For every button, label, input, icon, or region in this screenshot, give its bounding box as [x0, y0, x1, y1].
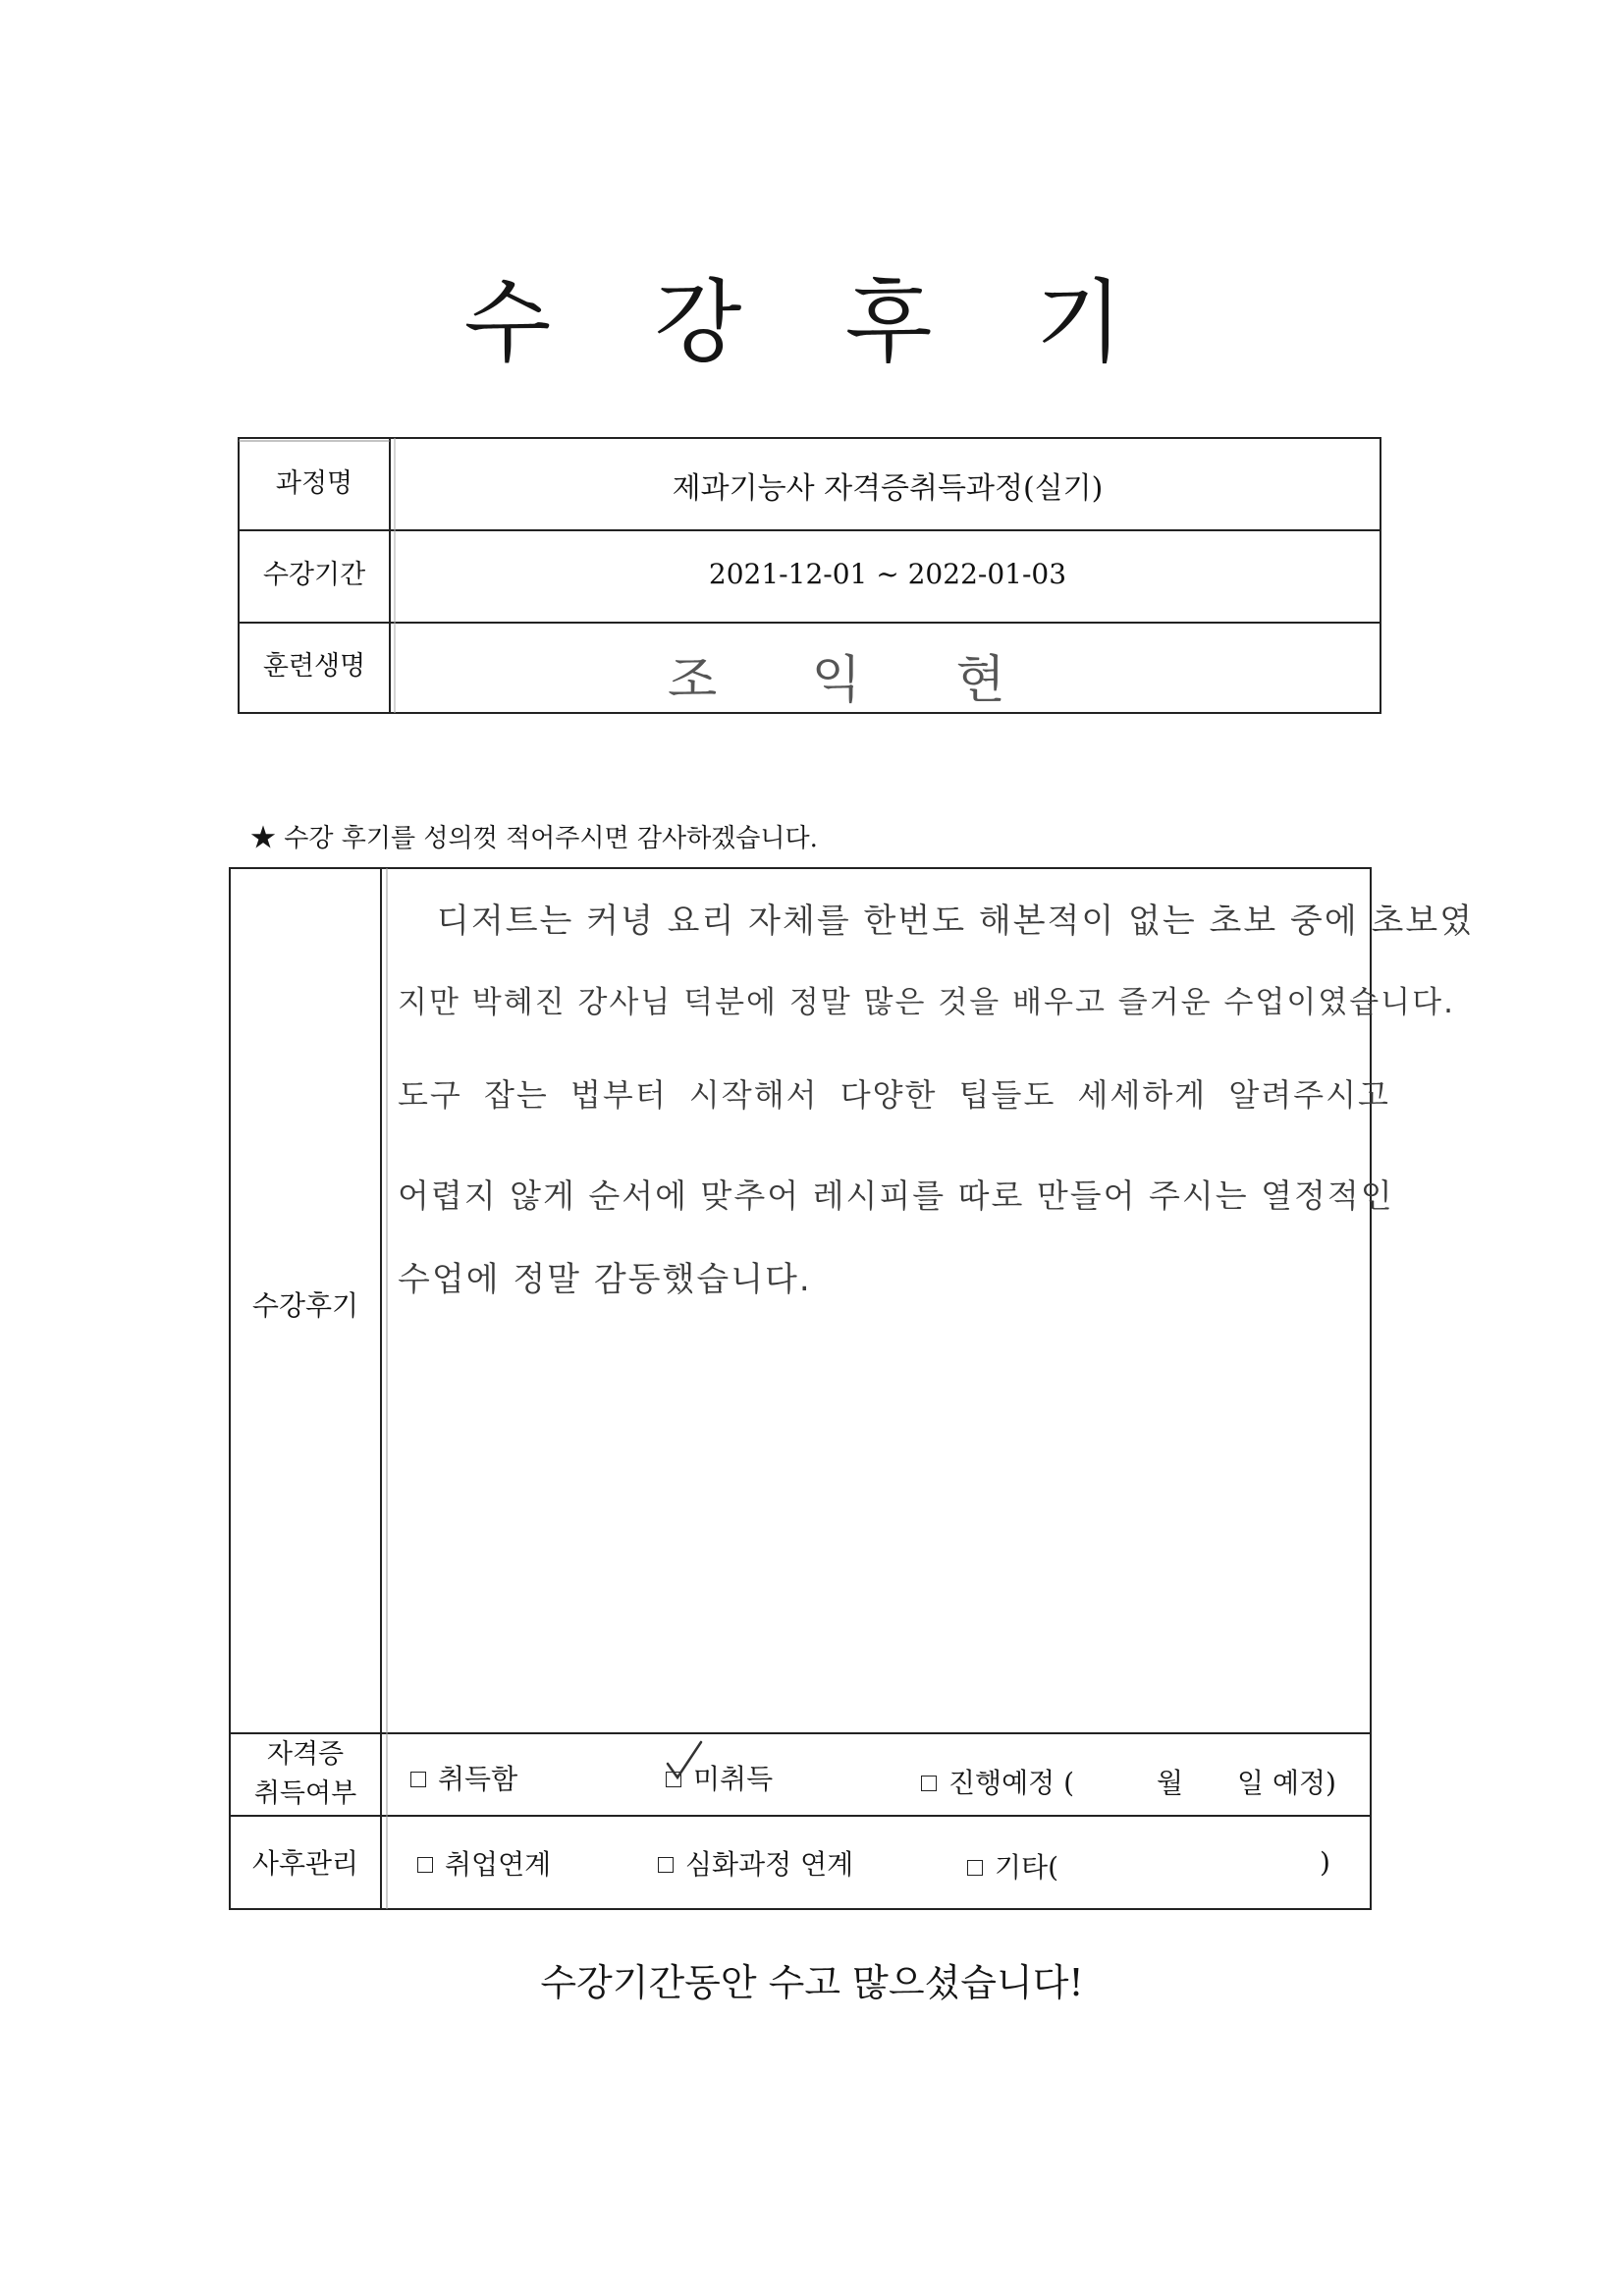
trainee-name-handwritten: 조 익 현: [668, 651, 1045, 710]
review-line: 도구 잡는 법부터 시작해서 다양한 팁들도 세세하게 알려주시고: [398, 1076, 1390, 1114]
option-scheduled[interactable]: [921, 1762, 1074, 1801]
certificate-label-line1: 자격증: [266, 1739, 345, 1770]
option-other-label: 기타(: [995, 1851, 1059, 1884]
review-line: 디저트는 커녕 요리 자체를 한번도 해본적이 없는 초보 중에 초보였: [437, 902, 1475, 941]
footer-message: 수강기간동안 수고 많으셨습니다!: [540, 1961, 1084, 2004]
option-advanced-course-label: 심화과정 연계: [685, 1848, 854, 1881]
day-label: 일 예정): [1237, 1767, 1336, 1799]
review-line: 수업에 정말 감동했습니다.: [398, 1260, 812, 1299]
other-close-paren: ): [1320, 1846, 1330, 1879]
checkbox-advanced-course[interactable]: [658, 1857, 674, 1873]
certificate-label-line2: 취득여부: [253, 1778, 357, 1809]
aftercare-label: 사후관리: [251, 1847, 359, 1880]
option-job-link[interactable]: [417, 1843, 551, 1883]
trainee-label: 훈련생명: [262, 651, 366, 682]
option-scheduled-label: 진행예정 (: [948, 1767, 1075, 1799]
option-acquired[interactable]: [410, 1758, 517, 1797]
option-other[interactable]: [967, 1846, 1058, 1886]
checkbox-other[interactable]: [967, 1860, 983, 1876]
review-label: 수강후기: [251, 1289, 359, 1322]
review-line: 지만 박혜진 강사님 덕분에 정말 많은 것을 배우고 즐거운 수업이였습니다.: [398, 985, 1455, 1020]
checkbox-scheduled[interactable]: [921, 1776, 937, 1791]
option-not-acquired-label: 미취득: [693, 1763, 774, 1795]
period-value: 2021-12-01 ~ 2022-01-03: [708, 558, 1067, 590]
month-label: 월: [1157, 1767, 1184, 1799]
checkbox-acquired[interactable]: [410, 1772, 426, 1787]
course-label: 과정명: [275, 468, 353, 499]
review-line: 어렵지 않게 순서에 맞추어 레시피를 따로 만들어 주시는 열정적인: [398, 1176, 1394, 1215]
instruction-text: ★ 수강 후기를 성의껏 적어주시면 감사하겠습니다.: [250, 824, 818, 853]
checkbox-job-link[interactable]: [417, 1857, 433, 1873]
certificate-label: [230, 1735, 381, 1814]
course-value: 제과기능사 자격증취득과정(실기): [672, 471, 1104, 506]
option-advanced-course[interactable]: [658, 1843, 853, 1883]
period-label: 수강기간: [262, 560, 366, 590]
option-acquired-label: 취득함: [438, 1763, 518, 1795]
check-mark-icon: [664, 1738, 707, 1785]
document-title: 수 강 후 기: [463, 270, 1161, 375]
option-job-link-label: 취업연계: [445, 1848, 552, 1881]
